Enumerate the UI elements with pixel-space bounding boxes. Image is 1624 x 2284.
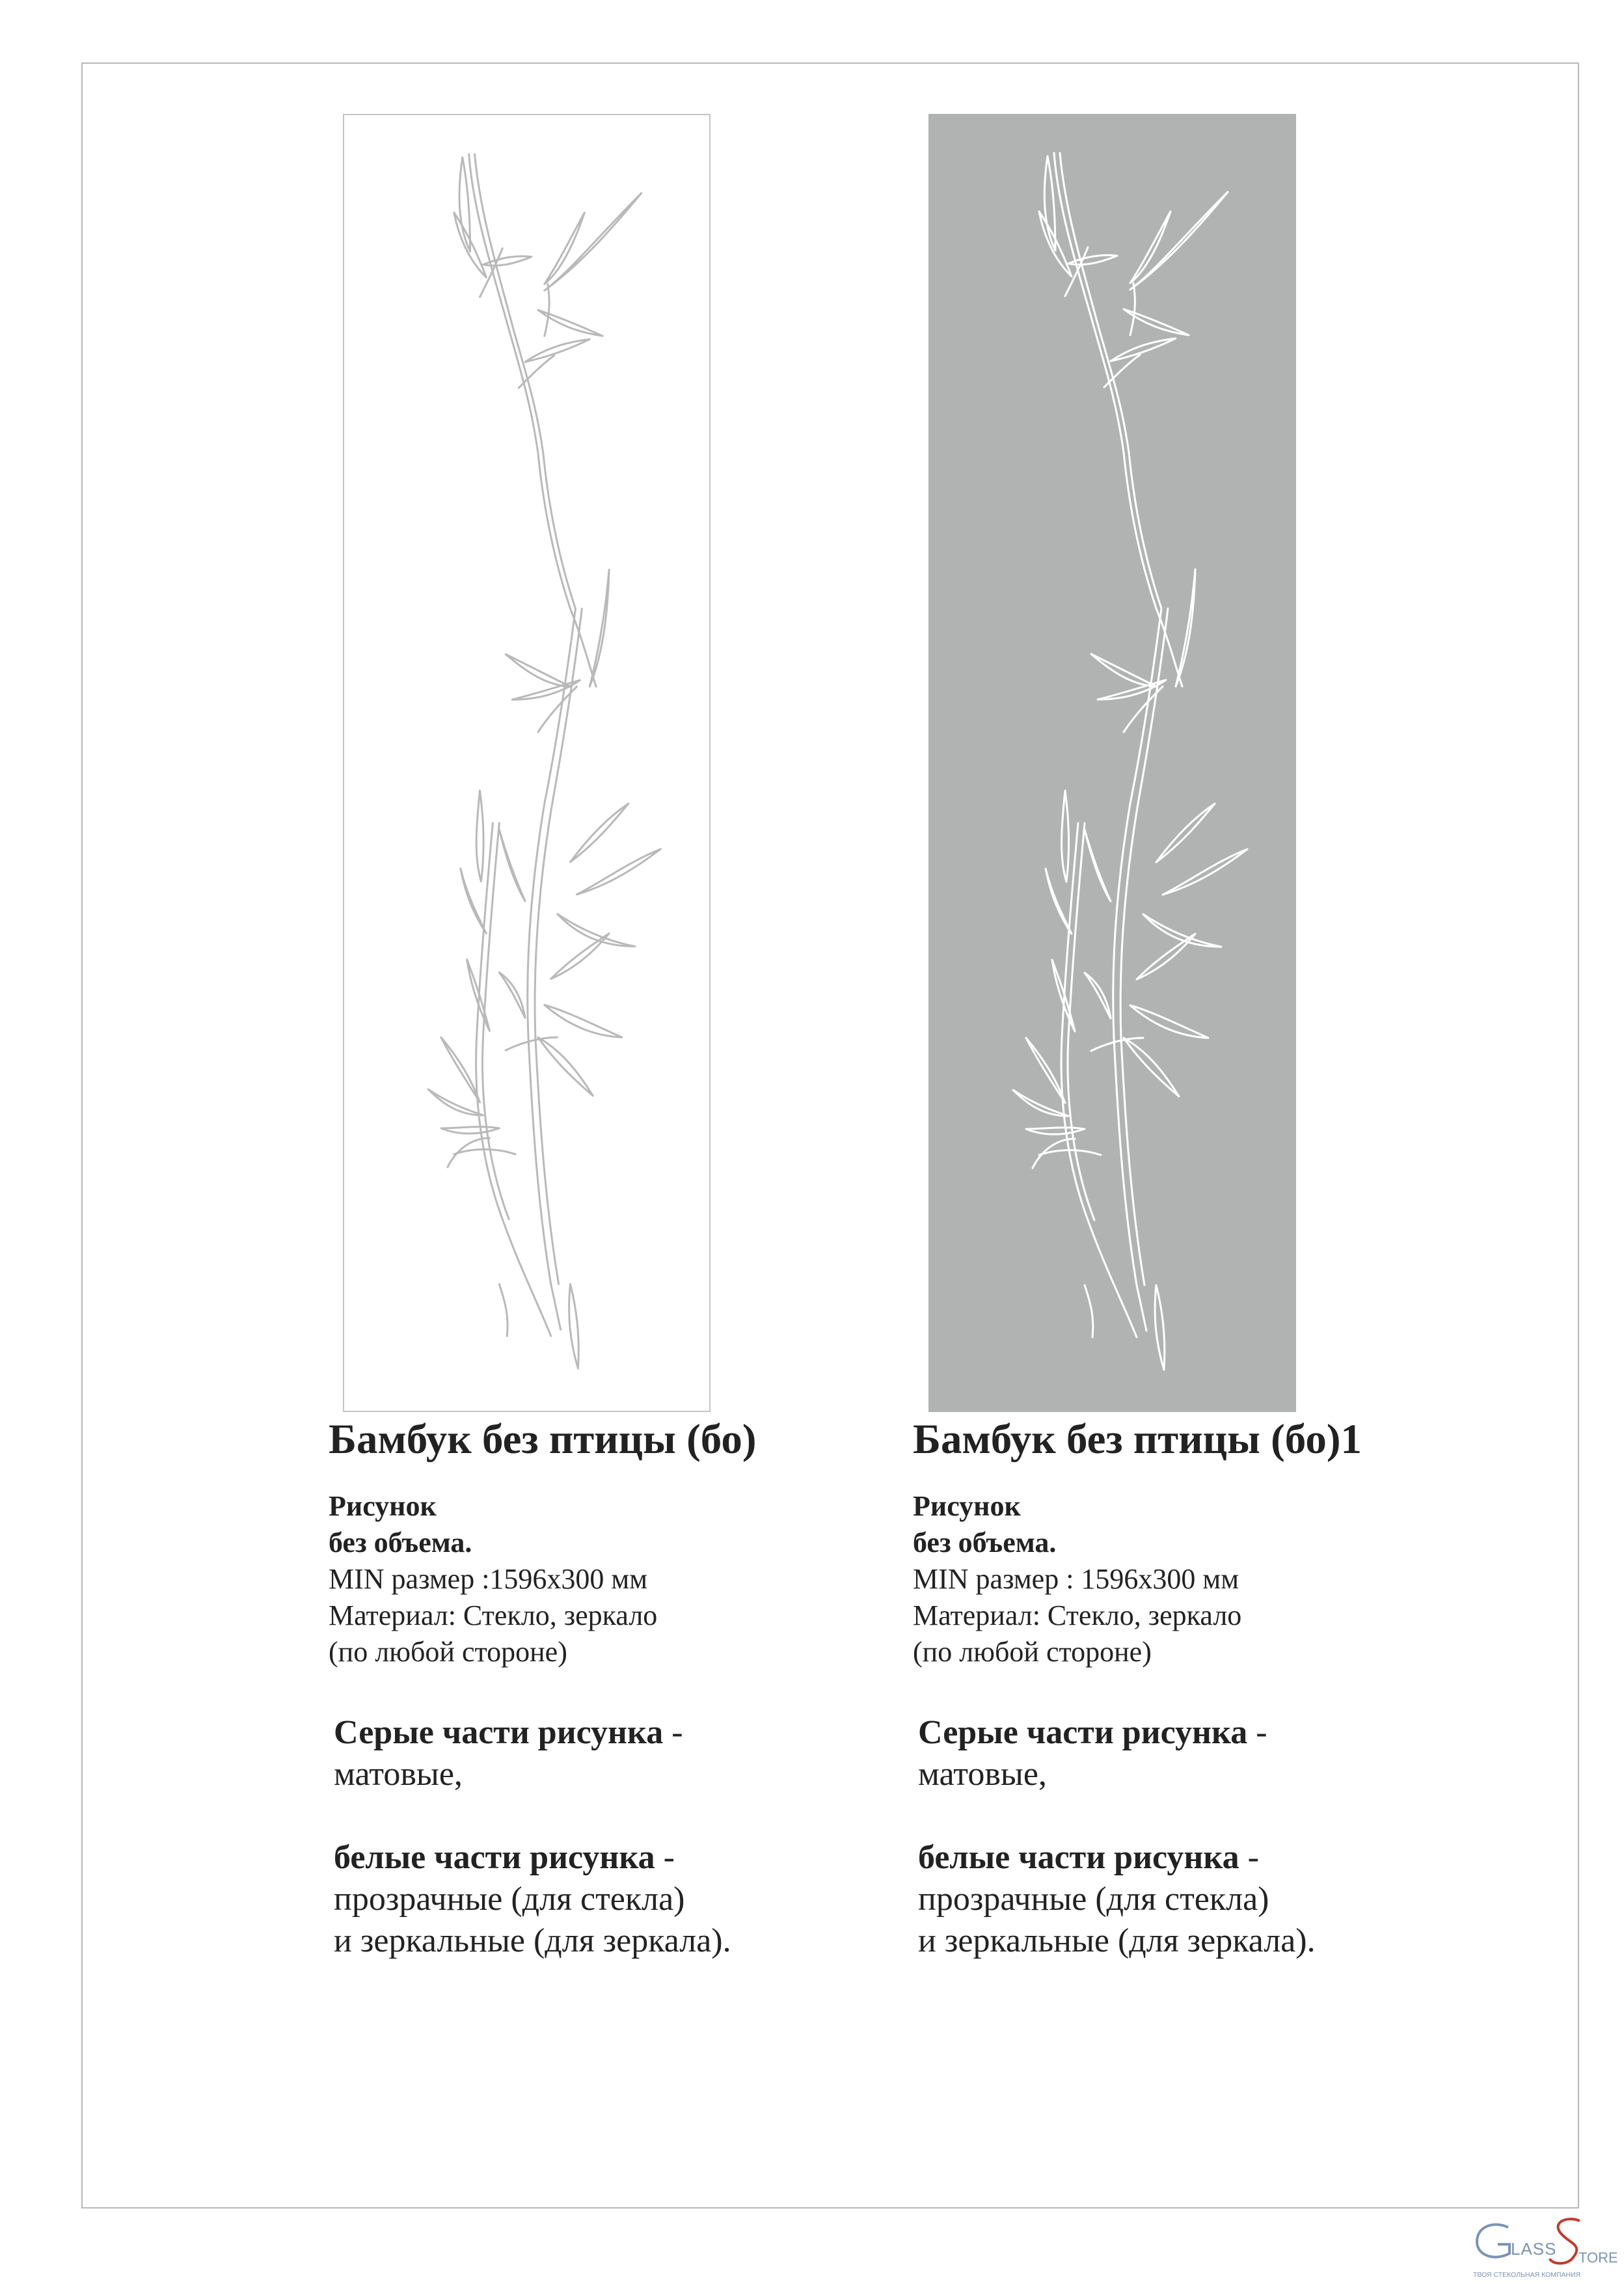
item-title: Бамбук без птицы (бо)1 bbox=[913, 1416, 1362, 1463]
spec-type-line2: без объема. bbox=[329, 1527, 472, 1558]
item-description-1 bbox=[329, 1416, 914, 1962]
color-legend bbox=[329, 1712, 914, 1962]
bamboo-drawing bbox=[928, 114, 1296, 1412]
spec-type-line1: Рисунок bbox=[329, 1490, 437, 1522]
item-description-2 bbox=[913, 1416, 1498, 1962]
legend-white-label: белые части рисунка bbox=[334, 1839, 655, 1876]
legend-grey-value: матовые, bbox=[334, 1756, 463, 1793]
spec-material: Материал: Стекло, зеркало bbox=[329, 1599, 658, 1631]
legend-grey bbox=[334, 1712, 914, 1754]
legend-dash: - bbox=[1239, 1839, 1259, 1876]
legend-grey-value: матовые, bbox=[918, 1756, 1047, 1793]
svg-text:LASS: LASS bbox=[1511, 2239, 1557, 2259]
spec-side: (по любой стороне) bbox=[913, 1636, 1152, 1668]
spec-type-line1: Рисунок bbox=[913, 1490, 1021, 1522]
legend-white bbox=[918, 1837, 1498, 1879]
legend-white-value-1: прозрачные (для стекла) bbox=[918, 1881, 1269, 1918]
legend-white-value-2: и зеркальные (для зеркала). bbox=[918, 1922, 1316, 1959]
legend-grey-label: Серые части рисунка bbox=[334, 1714, 664, 1751]
item-spec bbox=[913, 1488, 1498, 1670]
logo-tagline: ТВОЯ СТЕКОЛЬНАЯ КОМПАНИЯ bbox=[1473, 2271, 1581, 2279]
legend-white bbox=[334, 1837, 914, 1879]
item-title: Бамбук без птицы (бо) bbox=[329, 1416, 757, 1463]
legend-white-label: белые части рисунка bbox=[918, 1839, 1239, 1876]
bamboo-drawing bbox=[344, 115, 709, 1411]
item-spec bbox=[329, 1488, 914, 1670]
spec-side: (по любой стороне) bbox=[329, 1636, 567, 1668]
design-preview-transparent bbox=[343, 114, 710, 1412]
legend-grey bbox=[918, 1712, 1498, 1754]
spec-min-size: MIN размер : 1596x300 мм bbox=[913, 1563, 1239, 1595]
color-legend bbox=[913, 1712, 1498, 1962]
spec-type-line2: без объема. bbox=[913, 1527, 1057, 1558]
legend-white-value-2: и зеркальные (для зеркала). bbox=[334, 1922, 731, 1959]
legend-dash: - bbox=[663, 1714, 683, 1751]
glassstore-logo bbox=[1469, 2216, 1619, 2281]
legend-white-value-1: прозрачные (для стекла) bbox=[334, 1881, 685, 1918]
spec-min-size: MIN размер :1596x300 мм bbox=[329, 1563, 648, 1595]
legend-dash: - bbox=[655, 1839, 675, 1876]
legend-grey-label: Серые части рисунка bbox=[918, 1714, 1248, 1751]
spec-material: Материал: Стекло, зеркало bbox=[913, 1599, 1242, 1631]
design-preview-frosted bbox=[928, 114, 1296, 1412]
svg-text:TORE: TORE bbox=[1578, 2250, 1618, 2266]
legend-dash: - bbox=[1247, 1714, 1267, 1751]
